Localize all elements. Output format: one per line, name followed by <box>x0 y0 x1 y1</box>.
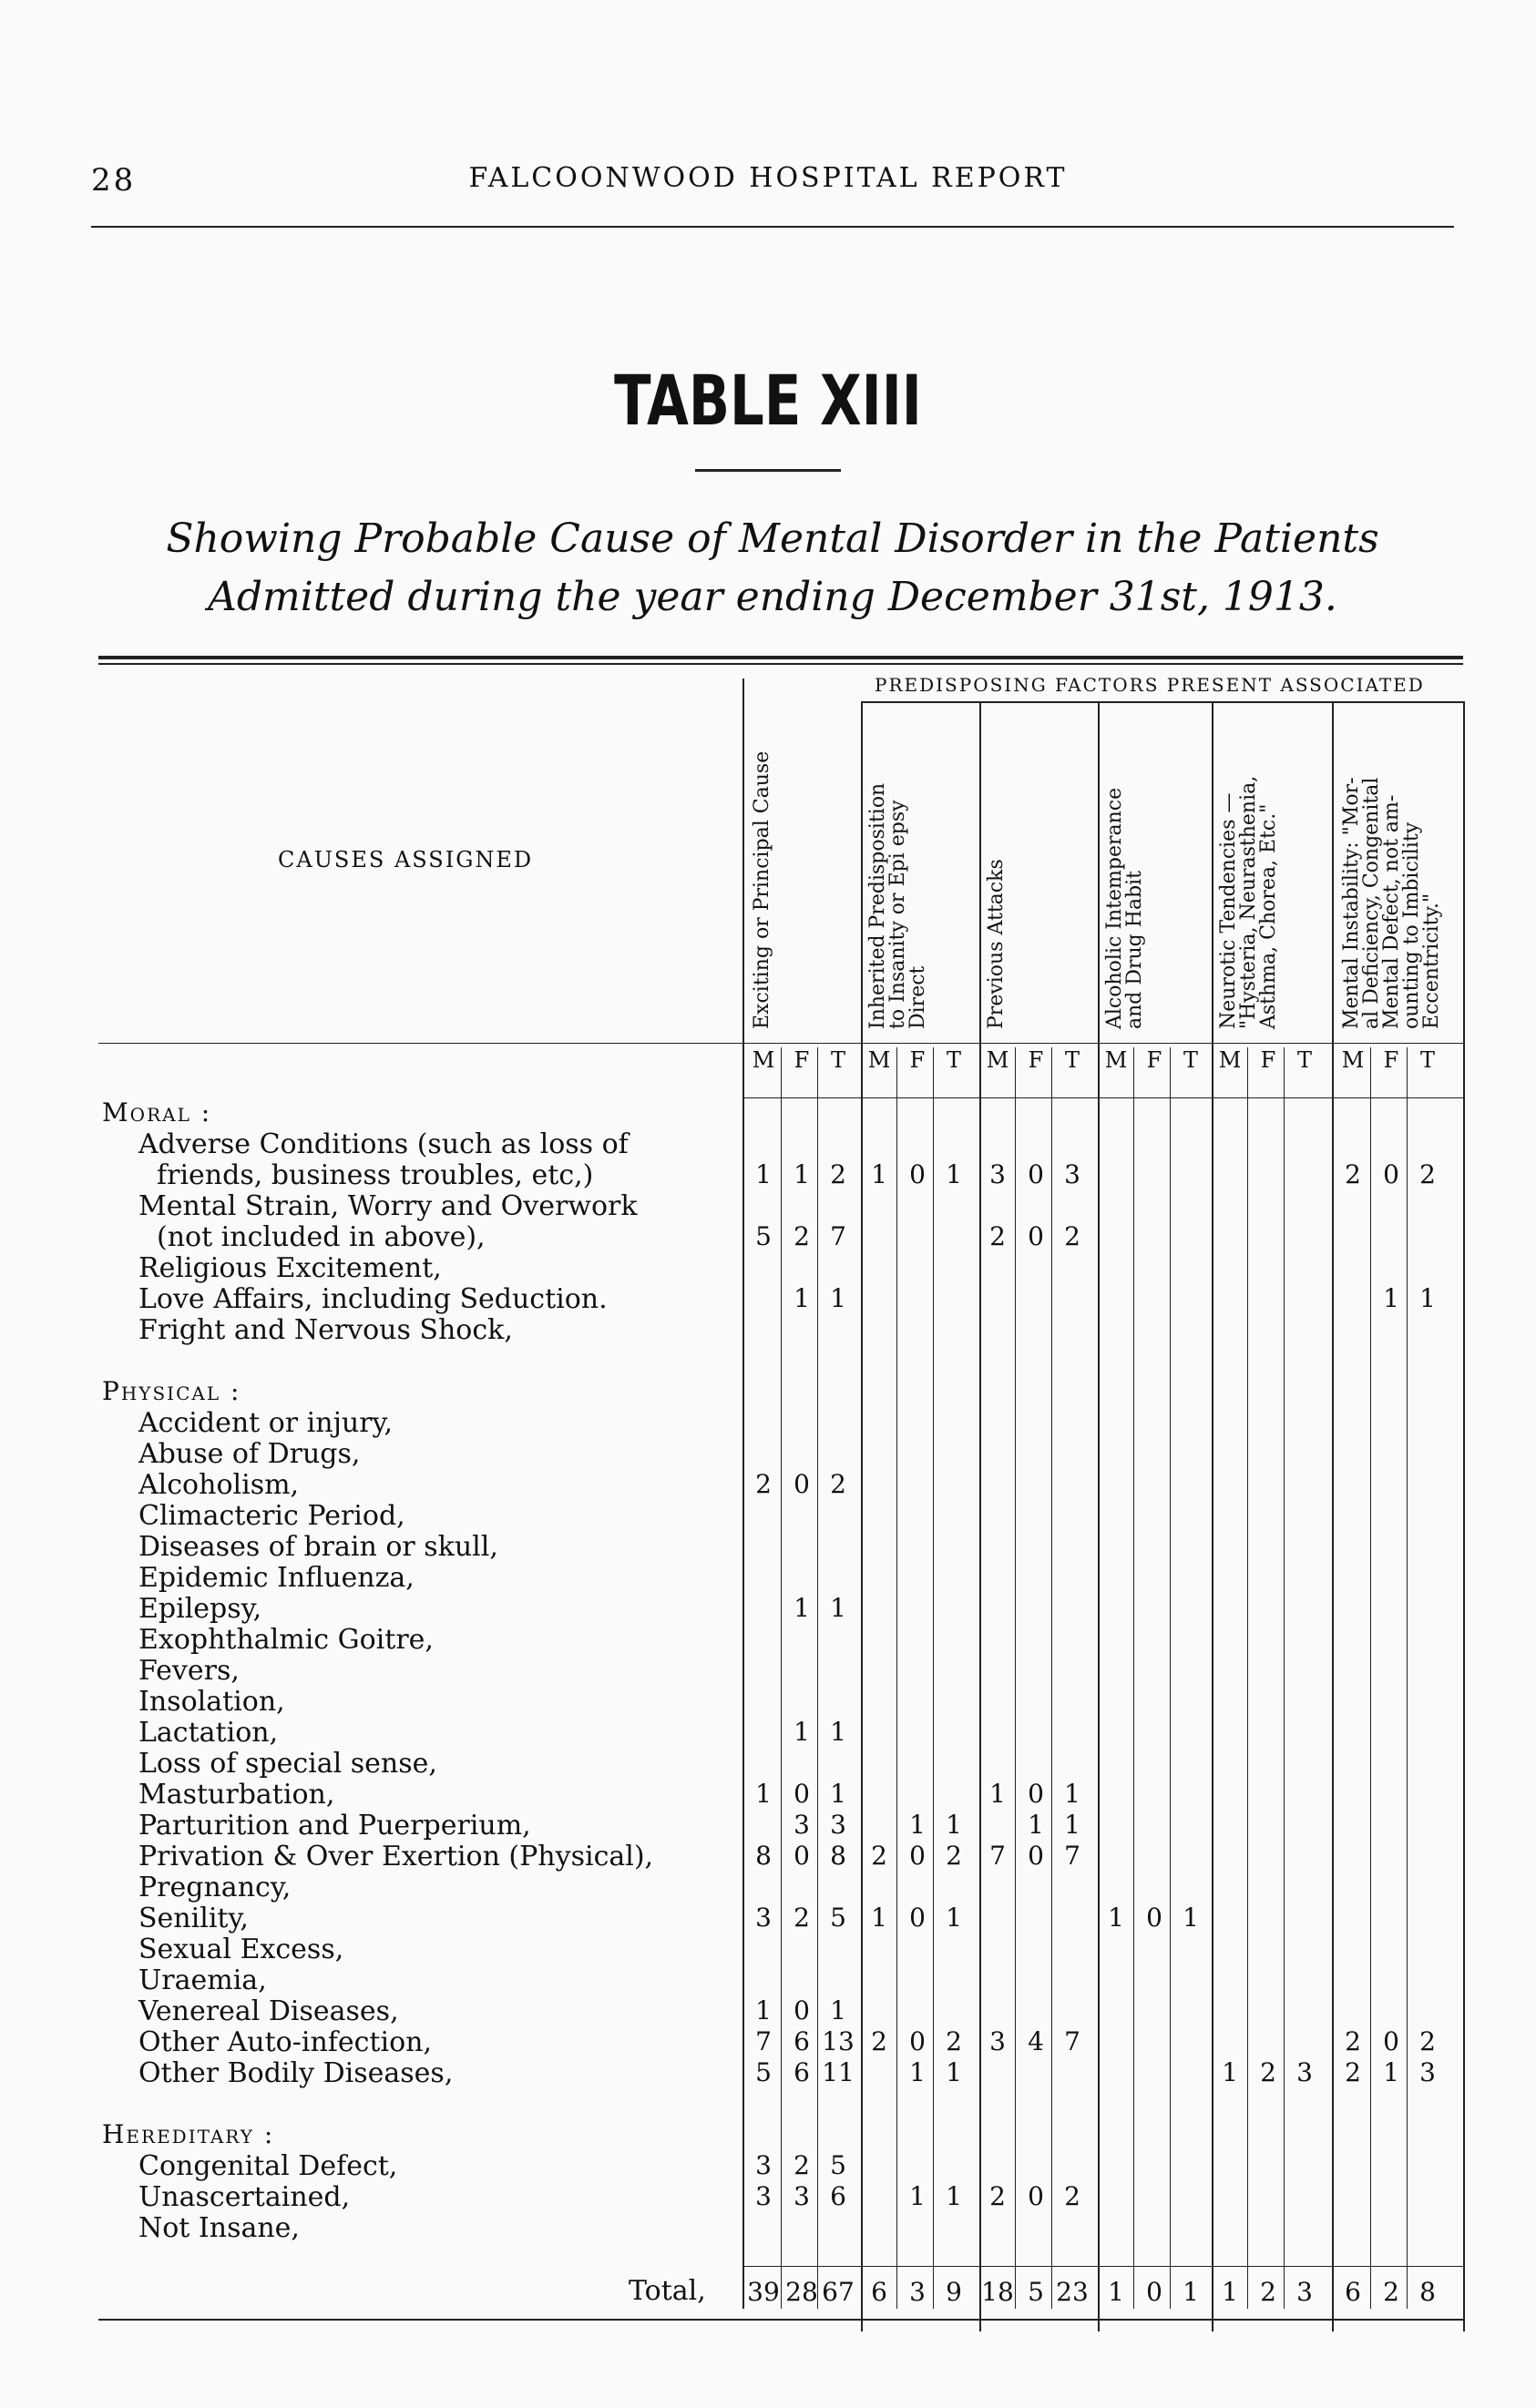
cause-label: Fright and Nervous Shock, <box>138 1314 513 1346</box>
table-cell: 3 <box>830 1810 846 1840</box>
table-cell: 1 <box>830 1779 846 1809</box>
table-cell: 7 <box>1064 2026 1080 2056</box>
table-cell: 3 <box>1419 2057 1436 2087</box>
table-cell: 2 <box>1419 2026 1436 2056</box>
cause-label: Epidemic Influenza, <box>138 1562 415 1594</box>
column-divider <box>1170 1047 1171 2309</box>
table-cell: 2 <box>1345 2057 1361 2087</box>
mft-label: M <box>752 1047 775 1073</box>
mft-label: T <box>1183 1047 1198 1073</box>
table-top-rule-2 <box>98 663 1463 665</box>
table-cell: 1 <box>909 2181 926 2211</box>
table-cell: 1 <box>794 1717 810 1747</box>
table-cell: 1 <box>1383 2057 1399 2087</box>
column-divider <box>896 1047 897 2309</box>
total-cell: 6 <box>1345 2277 1361 2307</box>
section-heading: Moral : <box>102 1097 212 1127</box>
table-cell: 2 <box>871 1841 887 1871</box>
cause-label: Congenital Defect, <box>138 2150 398 2182</box>
total-cell: 28 <box>785 2277 818 2307</box>
column-group-header: Inherited Predisposition to Insanity or Epi epsy Direct <box>866 782 929 1029</box>
mft-label: M <box>1104 1047 1128 1073</box>
total-cell: 1 <box>1222 2277 1238 2307</box>
table-cell: 0 <box>794 1841 810 1871</box>
mft-label: F <box>794 1047 810 1073</box>
column-group-header: Mental Instability: "Mor- al Deficiency, Congenital Mental Defect, not am- ounting to Imbicility Eccentricity." <box>1340 777 1443 1029</box>
section-heading: Physical : <box>102 1376 241 1406</box>
group-divider <box>1463 701 1465 2331</box>
table-cell: 2 <box>946 1841 962 1871</box>
table-cell: 0 <box>1028 1159 1044 1189</box>
column-group-header: Alcoholic Intemperance and Drug Habit <box>1103 787 1146 1029</box>
mft-label: T <box>830 1047 845 1073</box>
mft-label: F <box>1260 1047 1276 1073</box>
total-cell: 67 <box>822 2277 855 2307</box>
table-cell: 1 <box>871 1903 887 1933</box>
table-cell: 8 <box>830 1841 846 1871</box>
cause-label: Exophthalmic Goitre, <box>138 1624 434 1656</box>
table-cell: 3 <box>989 2026 1006 2056</box>
cause-label: Lactation, <box>138 1717 279 1749</box>
table-cell: 1 <box>1064 1779 1080 1809</box>
cause-label: Other Auto-infection, <box>138 2026 432 2058</box>
predisposing-rule <box>861 701 1463 703</box>
cause-label: Pregnancy, <box>138 1872 292 1903</box>
page-header <box>91 162 1445 199</box>
mft-label: F <box>1146 1047 1162 1073</box>
table-cell: 1 <box>1028 1810 1044 1840</box>
table-cell: 2 <box>946 2026 962 2056</box>
table-cell: 2 <box>755 1469 772 1499</box>
table-cell: 2 <box>1345 1159 1361 1189</box>
table-cell: 1 <box>946 2181 962 2211</box>
table-cell: 1 <box>909 2057 926 2087</box>
mft-label: M <box>1341 1047 1365 1073</box>
cause-label: Senility, <box>138 1903 249 1934</box>
cause-label: Alcoholism, <box>138 1469 300 1501</box>
table-cell: 0 <box>1028 1841 1044 1871</box>
table-cell: 1 <box>830 1995 846 2025</box>
mft-label: F <box>1383 1047 1399 1073</box>
cause-label: Loss of special sense, <box>138 1748 437 1780</box>
table-cell: 1 <box>946 1810 962 1840</box>
cause-label: Diseases of brain or skull, <box>138 1531 498 1563</box>
group-divider <box>979 701 981 2331</box>
table-cell: 1 <box>830 1717 846 1747</box>
total-cell: 3 <box>909 2277 926 2307</box>
table-cell: 5 <box>830 2150 846 2180</box>
table-bottom-rule <box>98 2319 1463 2321</box>
table-cell: 1 <box>830 1283 846 1313</box>
table-cell: 3 <box>1296 2057 1313 2087</box>
table-cell: 2 <box>794 1903 810 1933</box>
column-divider <box>933 1047 934 2309</box>
table-cell: 1 <box>755 1159 772 1189</box>
table-cell: 0 <box>1028 2181 1044 2211</box>
cause-label: Fevers, <box>138 1655 240 1687</box>
mft-label: M <box>986 1047 1009 1073</box>
column-group-header: Neurotic Tendencies — "Hysteria, Neurasthenia, Asthma, Chorea, Etc." <box>1217 775 1280 1029</box>
cause-label: Love Affairs, including Seduction. <box>138 1283 608 1315</box>
table-cell: 3 <box>755 2181 772 2211</box>
table-cell: 1 <box>1419 1283 1436 1313</box>
column-divider <box>1370 1047 1371 2309</box>
cause-label: Uraemia, <box>138 1964 267 1996</box>
table-cell: 1 <box>946 1903 962 1933</box>
cause-label: friends, business troubles, etc,) <box>157 1159 594 1191</box>
table-cell: 7 <box>755 2026 772 2056</box>
table-cell: 1 <box>794 1159 810 1189</box>
table-cell: 1 <box>755 1995 772 2025</box>
table-cell: 1 <box>909 1810 926 1840</box>
table-cell: 1 <box>1064 1810 1080 1840</box>
section-heading: Hereditary : <box>102 2119 275 2149</box>
table-cell: 0 <box>794 1469 810 1499</box>
table-cell: 11 <box>822 2057 855 2087</box>
running-title: FALCOONWOOD HOSPITAL REPORT <box>468 162 1068 194</box>
mft-label: M <box>1218 1047 1242 1073</box>
cause-label: Accident or injury, <box>138 1407 394 1439</box>
table-cell: 1 <box>989 1779 1006 1809</box>
column-group-header: Previous Attacks <box>985 859 1008 1029</box>
table-cell: 7 <box>1064 1841 1080 1871</box>
table-top-rule <box>98 656 1463 659</box>
cause-label: Epilepsy, <box>138 1593 262 1625</box>
table-cell: 1 <box>871 1159 887 1189</box>
total-cell: 1 <box>1183 2277 1199 2307</box>
table-cell: 2 <box>871 2026 887 2056</box>
group-divider <box>1098 701 1100 2331</box>
cause-label: Not Insane, <box>138 2212 300 2244</box>
table-cell: 13 <box>822 2026 855 2056</box>
table-cell: 6 <box>830 2181 846 2211</box>
cause-label: Sexual Excess, <box>138 1934 344 1965</box>
table-cell: 2 <box>989 2181 1006 2211</box>
total-cell: 9 <box>946 2277 962 2307</box>
table-cell: 2 <box>794 1221 810 1251</box>
page-number: 28 <box>91 162 137 199</box>
cause-label: Mental Strain, Worry and Overwork <box>138 1190 638 1222</box>
table-cell: 0 <box>1383 1159 1399 1189</box>
table-cell: 6 <box>794 2026 810 2056</box>
total-cell: 3 <box>1296 2277 1313 2307</box>
column-divider <box>1407 1047 1408 2309</box>
table-cell: 0 <box>1146 1903 1162 1933</box>
column-divider <box>1247 1047 1248 2309</box>
total-cell: 2 <box>1260 2277 1276 2307</box>
cause-label: Climacteric Period, <box>138 1500 405 1532</box>
total-cell: 6 <box>871 2277 887 2307</box>
cause-label: Privation & Over Exertion (Physical), <box>138 1841 654 1872</box>
table-cell: 3 <box>794 2181 810 2211</box>
mft-label: T <box>946 1047 961 1073</box>
table-cell: 1 <box>1383 1283 1399 1313</box>
total-cell: 39 <box>747 2277 780 2307</box>
total-label: Total, <box>629 2275 706 2307</box>
total-rule <box>742 2266 1463 2267</box>
table-cell: 2 <box>1419 1159 1436 1189</box>
table-cell: 0 <box>794 1779 810 1809</box>
header-rule <box>91 226 1454 228</box>
mft-label: M <box>867 1047 891 1073</box>
mft-label: F <box>909 1047 926 1073</box>
cause-label: Venereal Diseases, <box>138 1995 399 2027</box>
causes-assigned-header: CAUSES ASSIGNED <box>278 847 534 872</box>
total-cell: 23 <box>1056 2277 1089 2307</box>
cause-label: Religious Excitement, <box>138 1252 442 1284</box>
table-cell: 2 <box>830 1159 846 1189</box>
table-cell: 2 <box>1260 2057 1276 2087</box>
table-cell: 0 <box>909 1841 926 1871</box>
table-title: TABLE XIII <box>614 360 922 441</box>
table-cell: 0 <box>909 1159 926 1189</box>
table-cell: 2 <box>830 1469 846 1499</box>
table-cell: 0 <box>1383 2026 1399 2056</box>
mft-label: F <box>1028 1047 1044 1073</box>
table-cell: 6 <box>794 2057 810 2087</box>
mft-label: T <box>1296 1047 1312 1073</box>
table-cell: 3 <box>755 2150 772 2180</box>
total-cell: 0 <box>1146 2277 1162 2307</box>
table-cell: 2 <box>1345 2026 1361 2056</box>
table-cell: 2 <box>1064 1221 1080 1251</box>
cause-label: Adverse Conditions (such as loss of <box>138 1128 629 1160</box>
table-cell: 0 <box>909 1903 926 1933</box>
table-cell: 2 <box>989 1221 1006 1251</box>
table-cell: 1 <box>794 1283 810 1313</box>
table-cell: 1 <box>1108 1903 1124 1933</box>
table-cell: 7 <box>989 1841 1006 1871</box>
table-cell: 3 <box>794 1810 810 1840</box>
mft-top-rule <box>98 1043 1463 1044</box>
total-cell: 1 <box>1108 2277 1124 2307</box>
cause-label: Insolation, <box>138 1686 285 1718</box>
table-cell: 5 <box>830 1903 846 1933</box>
table-cell: 0 <box>1028 1221 1044 1251</box>
table-cell: 0 <box>1028 1779 1044 1809</box>
cause-label: (not included in above), <box>157 1221 486 1253</box>
table-cell: 5 <box>755 1221 772 1251</box>
table-cell: 5 <box>755 2057 772 2087</box>
table-cell: 0 <box>909 2026 926 2056</box>
column-divider <box>1133 1047 1134 2309</box>
cause-label: Parturition and Puerperium, <box>138 1810 531 1842</box>
mft-label: T <box>1064 1047 1080 1073</box>
total-cell: 2 <box>1383 2277 1399 2307</box>
table-cell: 4 <box>1028 2026 1044 2056</box>
column-group-header: Exciting or Principal Cause <box>751 750 773 1029</box>
table-cell: 2 <box>794 2150 810 2180</box>
table-cell: 2 <box>1064 2181 1080 2211</box>
table-cell: 1 <box>946 1159 962 1189</box>
table-cell: 0 <box>794 1995 810 2025</box>
mft-label: T <box>1419 1047 1435 1073</box>
group-divider <box>861 701 863 2331</box>
cause-label: Other Bodily Diseases, <box>138 2057 454 2089</box>
table-cell: 1 <box>1183 1903 1199 1933</box>
column-divider <box>1284 1047 1285 2309</box>
table-cell: 7 <box>830 1221 846 1251</box>
cause-label: Abuse of Drugs, <box>138 1438 361 1470</box>
table-cell: 8 <box>755 1841 772 1871</box>
table-cell: 1 <box>946 2057 962 2087</box>
predisposing-header: PREDISPOSING FACTORS PRESENT ASSOCIATED <box>875 674 1425 696</box>
table-cell: 1 <box>794 1593 810 1623</box>
title-rule <box>695 469 841 472</box>
total-cell: 18 <box>981 2277 1014 2307</box>
table-cell: 1 <box>755 1779 772 1809</box>
cause-label: Unascertained, <box>138 2181 351 2213</box>
table-cell: 3 <box>755 1903 772 1933</box>
cause-label: Masturbation, <box>138 1779 335 1811</box>
total-cell: 5 <box>1028 2277 1044 2307</box>
table-subtitle: Showing Probable Cause of Mental Disorder in the Patients Admitted during the year ending December 31st, 1913. <box>166 515 1379 620</box>
table-cell: 1 <box>830 1593 846 1623</box>
mft-bottom-rule <box>742 1097 1463 1098</box>
table-cell: 1 <box>1222 2057 1238 2087</box>
total-cell: 8 <box>1419 2277 1436 2307</box>
table-cell: 3 <box>989 1159 1006 1189</box>
table-cell: 3 <box>1064 1159 1080 1189</box>
